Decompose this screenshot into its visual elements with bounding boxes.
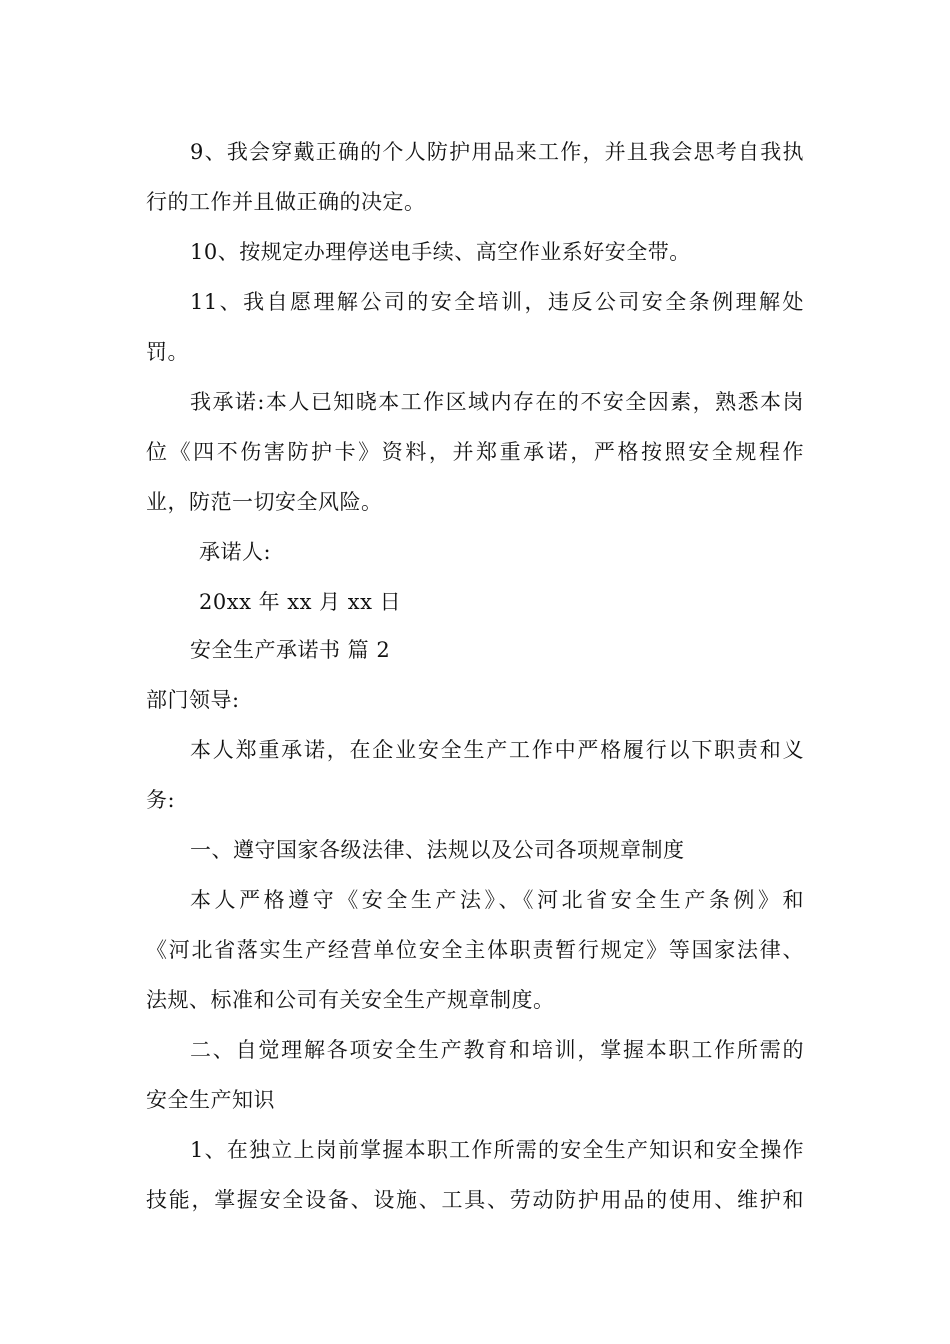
text-line-13: 本人郑重承诺，在企业安全生产工作中严格履行以下职责和义 [190,738,804,762]
text-line-7: 位《四不伤害防护卡》资料，并郑重承诺，严格按照安全规程作 [146,440,804,464]
salutation: 部门领导: [146,688,240,712]
heading-two: 二、自觉理解各项安全生产教育和培训，掌握本职工作所需的 [190,1038,804,1062]
text-line-4: 11、我自愿理解公司的安全培训，违反公司安全条例理解处 [190,290,804,314]
text-line-21: 1、在独立上岗前掌握本职工作所需的安全生产知识和安全操作 [190,1138,804,1162]
text-line-3: 10、按规定办理停送电手续、高空作业系好安全带。 [190,240,691,264]
section-title: 安全生产承诺书 篇 2 [190,638,391,662]
text-line-16: 本人严格遵守《安全生产法》、《河北省安全生产条例》和 [190,888,804,912]
text-line-22: 技能，掌握安全设备、设施、工具、劳动防护用品的使用、维护和 [146,1188,804,1212]
text-line-2: 行的工作并且做正确的决定。 [146,190,426,214]
text-line-1: 9、我会穿戴正确的个人防护用品来工作，并且我会思考自我执 [190,140,804,164]
text-line-18: 法规、标准和公司有关安全生产规章制度。 [146,988,555,1012]
signatory-label: 承诺人: [199,540,272,564]
date-line: 20xx 年 xx 月 xx 日 [199,590,402,614]
text-line-17: 《河北省落实生产经营单位安全主体职责暂行规定》等国家法律、 [146,938,804,962]
text-line-8: 业，防范一切安全风险。 [146,490,383,514]
text-line-5: 罚。 [146,340,189,364]
text-line-20: 安全生产知识 [146,1088,275,1112]
text-line-14: 务: [146,788,176,812]
text-line-6: 我承诺:本人已知晓本工作区域内存在的不安全因素，熟悉本岗 [190,390,804,414]
heading-one: 一、遵守国家各级法律、法规以及公司各项规章制度 [190,838,685,862]
